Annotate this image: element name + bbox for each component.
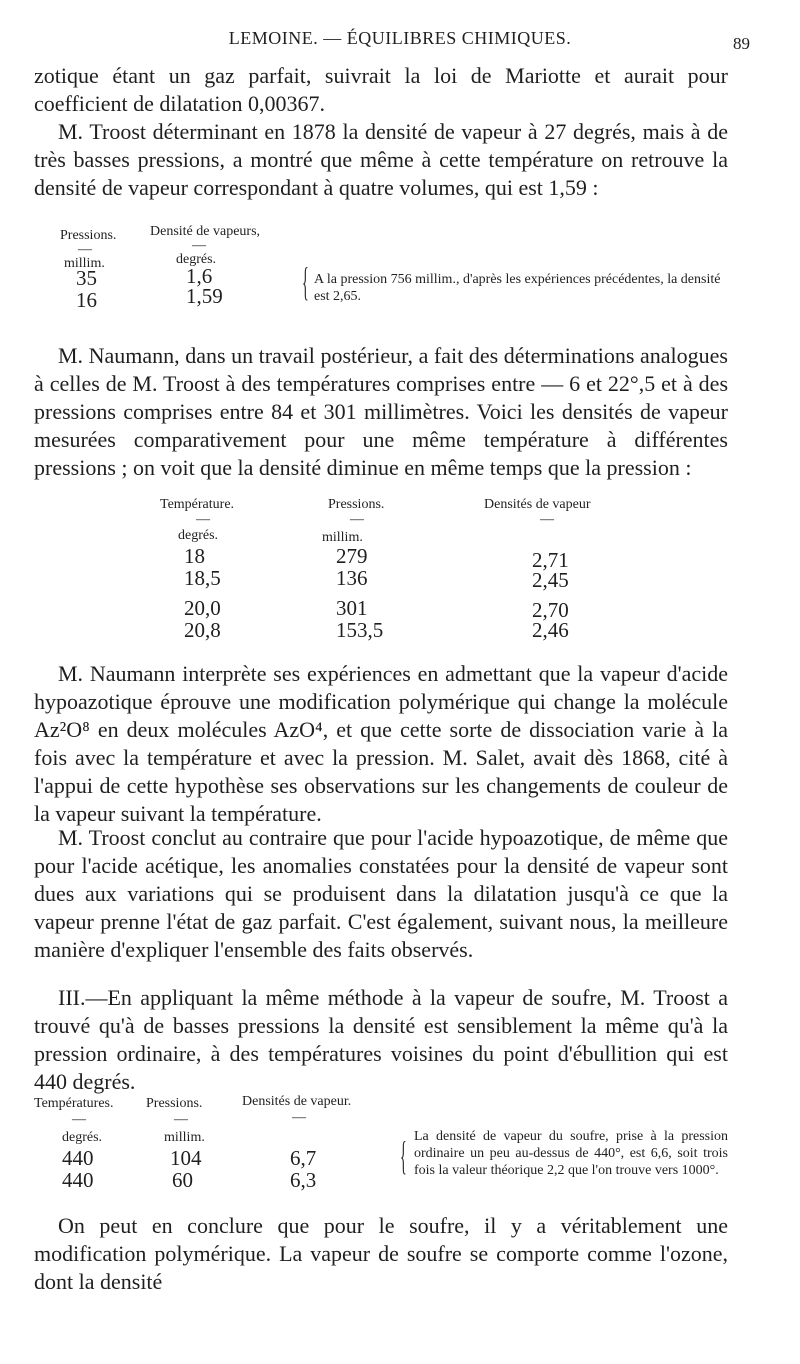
table3-header-temperatures: Températures.: [34, 1096, 114, 1111]
page-number: 89: [733, 34, 750, 53]
table2-dash: —: [540, 512, 554, 527]
table1-dash: —: [192, 238, 206, 253]
paragraph-1: zotique étant un gaz parfait, suivrait la loi de Mariotte et aurait pour coefficient de dilatation 0,00367.: [34, 63, 728, 116]
table2-header-densites: Densités de vapeur: [484, 497, 591, 512]
running-title: LEMOINE. — ÉQUILIBRES CHIMIQUES.: [228, 28, 572, 48]
table1-dash: —: [78, 242, 92, 257]
table2-cell-temperature: 20,0: [184, 596, 221, 620]
table3-cell-temperature: 440: [62, 1146, 94, 1170]
table1-cell-densite: 1,59: [186, 284, 223, 308]
table3-header-densites: Densités de vapeur.: [242, 1094, 352, 1109]
table1-cell-pression: 16: [76, 288, 97, 312]
paragraph-7: On peut en conclure que pour le soufre, il y a véritablement une modification polymérique. La vapeur de soufre se comporte comme l'ozone, dont la densité: [34, 1213, 728, 1294]
paragraph-4: M. Naumann interprète ses expériences en admettant que la vapeur d'acide hypoazotique éprouve une modification polymérique qui change la molécule Az²O⁸ en deux molécules AzO⁴, et que cette sorte de dissociation varie à la fois avec la température et avec la pression. M. Salet, avait dès 1868, cité à l'appui de cette hypothèse ses observations sur les changements de couleur de la vapeur suivant la température.: [34, 661, 728, 826]
table1-cell-densite: 1,6: [186, 264, 213, 288]
table2-cell-pression: 153,5: [336, 618, 384, 642]
paragraph-3: M. Naumann, dans un travail postérieur, a fait des déterminations analogues à celles de M. Troost à des températures comprises entre — 6 et 22°,5 et à des pressions comprises entre 84 et 301 millimètres. Voici les densités de vapeur mesurées comparativement pour une même température à différentes pressions ; on voit que la densité diminue en même temps que la pression :: [34, 343, 728, 480]
table1-cell-pression: 35: [76, 266, 97, 290]
table1-header-pressions: Pressions.: [60, 228, 117, 243]
brace-icon: {: [400, 1133, 407, 1178]
table2-dash: —: [196, 512, 210, 527]
table2-cell-pression: 279: [336, 544, 368, 568]
table2-cell-temperature: 18: [184, 544, 205, 568]
brace-icon: {: [302, 259, 309, 304]
table3-cell-temperature: 440: [62, 1168, 94, 1192]
table2-cell-densite: 2,45: [532, 568, 569, 592]
table2-header-pressions: Pressions.: [328, 497, 385, 512]
paragraph-6: III.—En appliquant la même méthode à la vapeur de soufre, M. Troost a trouvé qu'à de basses pressions la densité est sensiblement la même qu'à la pression ordinaire, à des températures voisines du point d'ébullition qui est 440 degrés.: [34, 985, 728, 1094]
paragraph-5: M. Troost conclut au contraire que pour l'acide hypoazotique, de même que pour l'acide acétique, les anomalies constatées pour la densité de vapeur sont dues aux variations qui se produisent dans la dilatation jusqu'à ce que la vapeur prenne l'état de gaz parfait. C'est également, suivant nous, la meilleure manière d'expliquer l'ensemble des faits observés.: [34, 825, 728, 962]
paragraph-2: M. Troost déterminant en 1878 la densité de vapeur à 27 degrés, mais à de très basses pressions, a montré que même à cette température on retrouve la densité de vapeur correspondant à quatre volumes, qui est 1,59 :: [34, 119, 728, 200]
table2-cell-pression: 301: [336, 596, 368, 620]
table3-cell-densite: 6,3: [290, 1168, 317, 1192]
table2-cell-pression: 136: [336, 566, 368, 590]
table2-cell-densite: 2,46: [532, 618, 569, 642]
table2-cell-densite: 2,71: [532, 548, 569, 572]
table3-cell-pression: 60: [172, 1168, 193, 1192]
table3-dash: —: [174, 1112, 188, 1127]
table2-cell-temperature: 18,5: [184, 566, 221, 590]
table2-cell-temperature: 20,8: [184, 618, 221, 642]
table1-note: A la pression 756 millim., d'après les expériences précédentes, la densité est 2,65.: [314, 272, 721, 304]
table3-unit-degres: degrés.: [62, 1130, 103, 1145]
table3-cell-pression: 104: [170, 1146, 202, 1170]
table2-unit-degres: degrés.: [178, 528, 219, 543]
table3-dash: —: [72, 1112, 86, 1127]
table3-note: La densité de vapeur du soufre, prise à la pression ordinaire un peu au-dessus de 440°, est 6,6, soit trois fois la valeur théorique 2,2 que l'on trouve vers 1000°.: [414, 1129, 728, 1178]
table1-unit-millim: millim.: [64, 256, 105, 271]
table3-header-pressions: Pressions.: [146, 1096, 203, 1111]
table2-header-temperature: Température.: [160, 497, 235, 512]
table2-cell-densite: 2,70: [532, 598, 569, 622]
table2-dash: —: [350, 512, 364, 527]
table1-unit-degres: degrés.: [176, 252, 217, 267]
table1-header-densite: Densité de vapeurs,: [150, 224, 261, 239]
table3-unit-millim: millim.: [164, 1130, 205, 1145]
table3-dash: —: [292, 1110, 306, 1125]
table3-cell-densite: 6,7: [290, 1146, 317, 1170]
table2-unit-millim: millim.: [322, 530, 363, 545]
